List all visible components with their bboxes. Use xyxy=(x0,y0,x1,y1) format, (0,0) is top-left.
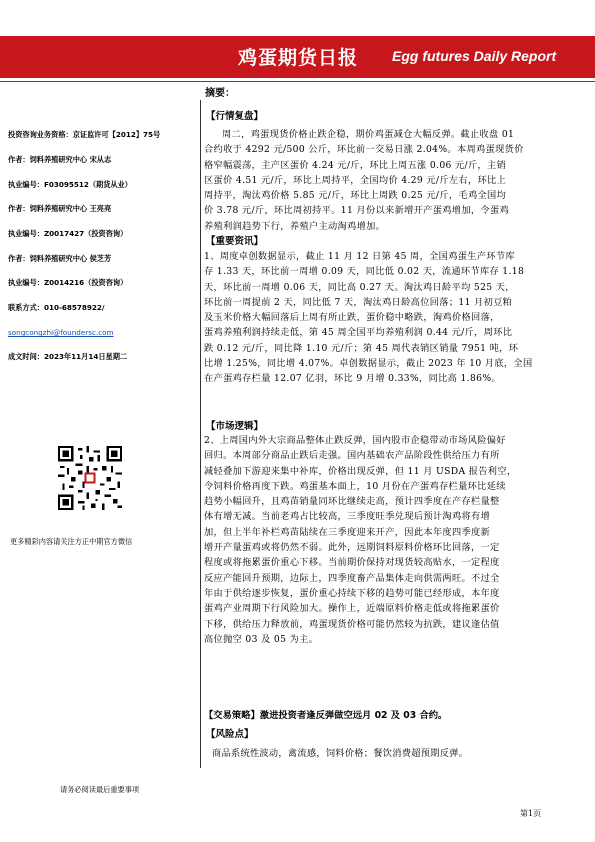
content-divider xyxy=(200,100,201,768)
report-title-cn: 鸡蛋期货日报 xyxy=(238,47,359,69)
paragraph-line: 加，但上半年补栏鸡苗陆续在三季度迎来开产，因此本年度四季度新 xyxy=(204,526,491,538)
section-title-key-info: 【重要资讯】 xyxy=(206,236,264,247)
paragraph-line: 天，环比前一周增 0.06 天，同比高 0.27 天。淘汰鸡日龄平均 525 天， xyxy=(204,281,515,293)
paragraph-line: 周持平，淘汰鸡价格 5.85 元/斤，环比上周跌 0.25 元/斤，毛鸡全国均 xyxy=(204,190,507,202)
paragraph-line: 区蛋价 4.51 元/斤，环比上周持平，全国均价 4.29 元/斤左右，环比上 xyxy=(204,174,507,186)
paragraph-line: 1、周度卓创数据显示，截止 11 月 12 日第 45 周，全国鸡蛋生产环节库 xyxy=(204,251,515,262)
paragraph-line: 回归。本周部分商品止跌后走强。国内基础农产品阶段性供给压力有所 xyxy=(204,450,500,462)
contact-email-link[interactable]: songcongzhi@foundersc.com xyxy=(8,328,114,337)
paragraph-line: 趋势小幅回升，且鸡苗销量同环比继续走高，预计四季度在产存栏量整 xyxy=(204,496,500,508)
page-number: 第1页 xyxy=(520,809,542,818)
trading-strategy: 【交易策略】激进投资者逢反弹做空远月 02 及 03 合约。 xyxy=(204,710,448,721)
paragraph-line: 在产蛋鸡存栏量 12.07 亿羽，环比 9 月增 0.33%，同比高 1.86%。 xyxy=(204,373,501,385)
qualification-text: 投资咨询业务资格：京证监许可【2012】75号 xyxy=(8,130,161,139)
paragraph-line: 年由于供给逐步恢复，蛋价重心持续下移的趋势可能已经形成，本年度 xyxy=(204,587,500,599)
paragraph-line: 价 3.78 元/斤，环比周初持平。11 月份以来新增开产蛋鸡增加，令蛋鸡 xyxy=(204,205,510,217)
paragraph-line: 环比前一周提前 2 天，同比低 7 天，淘汰鸡日龄高位回落；11 月初豆粕 xyxy=(204,296,513,308)
paragraph-line: 2、上周国内外大宗商品整体止跌反弹，国内股市企稳带动市场风险偏好 xyxy=(204,435,506,446)
contact-phone: 联系方式：010-68578922/ xyxy=(8,303,105,312)
paragraph-line: 周二，鸡蛋现货价格止跌企稳，期价鸡蛋减仓大幅反弹。截止收盘 01 xyxy=(222,129,515,140)
paragraph-line: 减轻叠加下游迎来集中补库，价格出现反弹，但 11 月 USDA 报告利空， xyxy=(204,465,517,477)
section-title-market-logic: 【市场逻辑】 xyxy=(206,421,264,432)
license-1: 执业编号：F03095512（期货从业） xyxy=(8,180,132,189)
paragraph-line: 增开产量蛋鸡或将仍然不弱。此外，远期饲料原料价格环比回落，一定 xyxy=(204,542,500,554)
paragraph-line: 体有增无减。当前老鸡占比较高，三季度旺季兑现后预计淘鸡将有增 xyxy=(204,511,491,523)
paragraph-line: 格窄幅震荡，主产区蛋价 4.24 元/斤，环比上周五涨 0.06 元/斤，主销 xyxy=(204,159,507,171)
paragraph-line: 令饲料价格再度下跌。鸡蛋基本面上，10 月份在产蛋鸡存栏量环比延续 xyxy=(204,480,506,492)
paragraph-line: 蛋鸡产业周期下行风险加大。操作上，近端原料价格走低或将拖累蛋价 xyxy=(204,603,500,615)
paragraph-line: 存 1.33 天，环比前一周增 0.09 天，同比低 0.02 天，流通环节库存 1.18 xyxy=(204,266,525,278)
paragraph-line: 高位抛空 03 及 05 为主。 xyxy=(204,633,319,645)
section-title-risk: 【风险点】 xyxy=(206,729,254,740)
qr-caption: 更多精彩内容请关注方正中期官方微信 xyxy=(10,537,133,546)
header-divider xyxy=(0,81,595,82)
key-info-paragraph xyxy=(204,249,574,387)
paragraph-line: 反应产能回升预期，边际上，四季度畜产品集体走向供需两旺。不过全 xyxy=(204,572,500,584)
author-1: 作者：饲料养殖研究中心 宋从志 xyxy=(8,155,112,164)
license-2: 执业编号：Z0017427（投资咨询） xyxy=(8,229,128,238)
paragraph-line: 及玉米价格大幅回落后上周有所止跌，蛋价稳中略跌，淘鸡价格回落， xyxy=(204,312,500,324)
paragraph-line: 跌 0.12 元/斤，同比降 1.10 元/斤；第 45 周代表销区销量 7951 吨，环 xyxy=(204,342,519,354)
paragraph-line: 蛋鸡养殖利润持续走低，第 45 周全国平均养殖利润 0.44 元/斤，周环比 xyxy=(204,327,513,339)
paragraph-line: 下移，供给压力释放前，鸡蛋现货价格可能仍然较为抗跌，建议逢估值 xyxy=(204,618,500,630)
paragraph-line: 程度或将拖累蛋价重心下移。当前期价保持对现货较高贴水，一定程度 xyxy=(204,557,500,569)
section-title-market-review: 【行情复盘】 xyxy=(206,111,264,122)
report-title-en: Egg futures Daily Report xyxy=(392,48,557,64)
paragraph-line: 合约收于 4292 元/500 公斤，环比前一交易日涨 2.04%。本周鸡蛋现货价 xyxy=(204,144,524,156)
market-logic-paragraph xyxy=(204,433,574,647)
license-3: 执业编号：Z0014216（投资咨询） xyxy=(8,278,128,287)
risk-body: 商品系统性波动，禽流感，饲料价格；餐饮消费超预期反弹。 xyxy=(212,748,469,759)
author-2: 作者：饲料养殖研究中心 王亮亮 xyxy=(8,204,112,213)
publish-date: 成文时间：2023年11月14日星期二 xyxy=(8,352,128,361)
author-3: 作者：饲料养殖研究中心 侯芝芳 xyxy=(8,254,112,263)
summary-label: 摘要： xyxy=(205,88,235,99)
wechat-qr-code xyxy=(58,446,122,510)
market-review-paragraph xyxy=(204,127,574,234)
paragraph-line: 比增 1.25%，同比增 4.07%。卓创数据显示，截止 2023 年 10 月底，全国 xyxy=(204,358,533,370)
disclaimer-note: 请务必阅读最后重要事项 xyxy=(60,785,140,794)
paragraph-line: 养殖利润趋势下行，养殖户主动淘鸡增加。 xyxy=(204,220,386,232)
